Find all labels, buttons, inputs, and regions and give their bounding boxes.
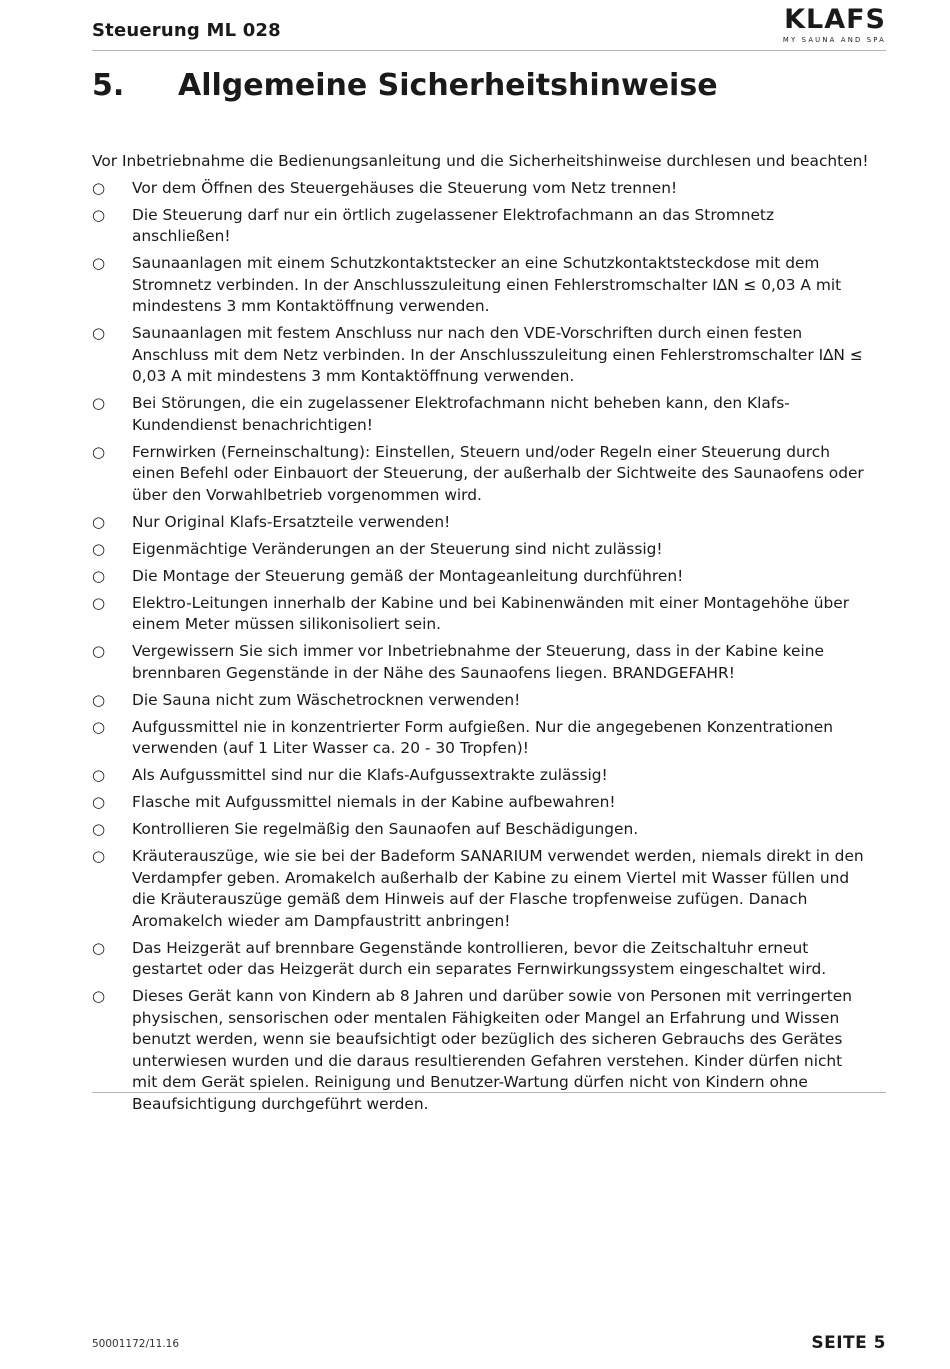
safety-item-text: Vor dem Öffnen des Steuergehäuses die Steuerung vom Netz trennen! xyxy=(132,178,678,197)
safety-item xyxy=(92,539,872,561)
klafs-logo xyxy=(783,6,886,44)
bullet-circle-icon: ○ xyxy=(92,178,106,197)
safety-item-text: Kontrollieren Sie regelmäßig den Saunaofen auf Beschädigungen. xyxy=(132,820,639,838)
safety-item-text: Fernwirken (Ferneinschaltung): Einstellen, Steuern und/oder Regeln einer Steuerung durch einen Befehl oder Einbauort der Steuerung, der außerhalb der Sichtweite des Saunaofens oder über den Vorwahlbetrieb vorgenommen wird. xyxy=(132,442,864,504)
page-number: SEITE 5 xyxy=(811,1333,886,1353)
safety-item xyxy=(92,986,872,1115)
section-number: 5. xyxy=(92,68,125,103)
safety-item xyxy=(92,819,872,841)
document-number: 50001172/11.16 xyxy=(92,1338,180,1350)
bullet-circle-icon: ○ xyxy=(92,539,106,558)
safety-item-text: Die Steuerung darf nur ein örtlich zugelassener Elektrofachmann an das Stromnetz anschließen! xyxy=(132,205,775,245)
safety-item xyxy=(92,205,872,248)
safety-item xyxy=(92,512,872,534)
safety-item-text: Flasche mit Aufgussmittel niemals in der Kabine aufbewahren! xyxy=(132,793,616,811)
safety-item-text: Eigenmächtige Veränderungen an der Steuerung sind nicht zulässig! xyxy=(132,539,663,558)
safety-item xyxy=(92,641,872,684)
safety-content xyxy=(92,151,872,1121)
bullet-circle-icon: ○ xyxy=(92,254,106,272)
safety-item xyxy=(92,566,872,588)
bullet-circle-icon: ○ xyxy=(92,566,106,585)
bullet-circle-icon: ○ xyxy=(92,847,106,865)
safety-item xyxy=(92,846,872,932)
bullet-circle-icon: ○ xyxy=(92,642,106,660)
content-end-divider xyxy=(92,1092,886,1093)
safety-item-text: Dieses Gerät kann von Kindern ab 8 Jahren und darüber sowie von Personen mit verringerten physischen, sensorischen oder mentalen Fähigkeiten oder Mangel an Erfahrung und Wissen benutzt werden, wenn sie beaufsichtigt oder bezüglich des sicheren Gebrauchs des Gerätes unterwiesen wurden und die daraus resultierenden Gefahren verstehen. Kinder dürfen nicht mit dem Gerät spielen. Reinigung und Benutzer-Wartung dürfen nicht von Kindern ohne Beaufsichtigung durchgeführt werden. xyxy=(132,987,852,1113)
safety-item xyxy=(92,442,872,507)
bullet-circle-icon: ○ xyxy=(92,205,106,224)
safety-item-text: Kräuterauszüge, wie sie bei der Badeform SANARIUM verwendet werden, niemals direkt in den Verdampfer geben. Aromakelch außerhalb der Kabine zu einem Viertel mit Wasser füllen und die Kräuterauszüge gemäß dem Hinweis auf der Flasche tropfenweise zufügen. Danach Aromakelch wieder am Dampfaustritt anbringen! xyxy=(132,847,864,930)
safety-item xyxy=(92,393,872,436)
safety-item xyxy=(92,792,872,814)
safety-item-text: Saunaanlagen mit festem Anschluss nur nach den VDE-Vorschriften durch einen festen Anschluss mit dem Netz verbinden. In der Anschlusszuleitung einen Fehlerstromschalter I∆N ≤ 0,03 A mit mindestens 3 mm Kontaktöffnung verwenden. xyxy=(132,324,863,385)
logo-wordmark: KLAFS xyxy=(784,4,886,35)
safety-item-text: Nur Original Klafs-Ersatzteile verwenden! xyxy=(132,512,451,531)
bullet-circle-icon: ○ xyxy=(92,766,106,784)
safety-item xyxy=(92,323,872,388)
safety-item xyxy=(92,717,872,760)
safety-item xyxy=(92,253,872,318)
safety-item xyxy=(92,938,872,981)
safety-item-text: Die Montage der Steuerung gemäß der Montageanleitung durchführen! xyxy=(132,566,684,585)
safety-item xyxy=(92,765,872,787)
bullet-circle-icon: ○ xyxy=(92,512,106,531)
bullet-circle-icon: ○ xyxy=(92,820,106,838)
safety-item-text: Aufgussmittel nie in konzentrierter Form aufgießen. Nur die angegebenen Konzentrationen verwenden (auf 1 Liter Wasser ca. 20 - 30 Tropfen)! xyxy=(132,717,833,757)
safety-item-text: Vergewissern Sie sich immer vor Inbetriebnahme der Steuerung, dass in der Kabine keine brennbaren Gegenstände in der Nähe des Saunaofens liegen. BRANDGEFAHR! xyxy=(132,642,824,682)
bullet-circle-icon: ○ xyxy=(92,938,106,957)
safety-item-text: Die Sauna nicht zum Wäschetrocknen verwenden! xyxy=(132,690,521,709)
intro-text: Vor Inbetriebnahme die Bedienungsanleitung und die Sicherheitshinweise durchlesen und beachten! xyxy=(92,152,869,170)
bullet-circle-icon: ○ xyxy=(92,593,106,612)
logo-tagline: MY SAUNA AND SPA xyxy=(782,36,886,44)
bullet-circle-icon: ○ xyxy=(92,717,106,736)
safety-item xyxy=(92,593,872,636)
bullet-circle-icon: ○ xyxy=(92,690,106,709)
bullet-circle-icon: ○ xyxy=(92,394,106,412)
document-title: Steuerung ML 028 xyxy=(92,20,281,41)
bullet-circle-icon: ○ xyxy=(92,793,106,811)
safety-item-text: Elektro-Leitungen innerhalb der Kabine und bei Kabinenwänden mit einer Montagehöhe über einem Meter müssen silikonisoliert sein. xyxy=(132,593,850,633)
bullet-circle-icon: ○ xyxy=(92,442,106,461)
safety-item-text: Saunaanlagen mit einem Schutzkontaktstecker an eine Schutzkontaktsteckdose mit dem Stromnetz verbinden. In der Anschlusszuleitung einen Fehlerstromschalter I∆N ≤ 0,03 A mit mindestens 3 mm Kontaktöffnung verwenden. xyxy=(132,254,842,315)
safety-item-text: Das Heizgerät auf brennbare Gegenstände kontrollieren, bevor die Zeitschaltuhr erneut gestartet oder das Heizgerät durch ein separates Fernwirkungssystem eingeschaltet wird. xyxy=(132,938,827,978)
section-heading xyxy=(92,68,718,103)
safety-item-text: Bei Störungen, die ein zugelassener Elektrofachmann nicht beheben kann, den Klafs-Kundendienst benachrichtigen! xyxy=(132,394,790,434)
safety-item xyxy=(92,690,872,712)
section-title: Allgemeine Sicherheitshinweise xyxy=(178,68,718,103)
safety-item xyxy=(92,178,872,200)
safety-item-text: Als Aufgussmittel sind nur die Klafs-Aufgussextrakte zulässig! xyxy=(132,766,608,784)
safety-list xyxy=(92,178,872,1116)
bullet-circle-icon: ○ xyxy=(92,324,106,342)
header-divider xyxy=(92,50,886,51)
bullet-circle-icon: ○ xyxy=(92,987,106,1005)
